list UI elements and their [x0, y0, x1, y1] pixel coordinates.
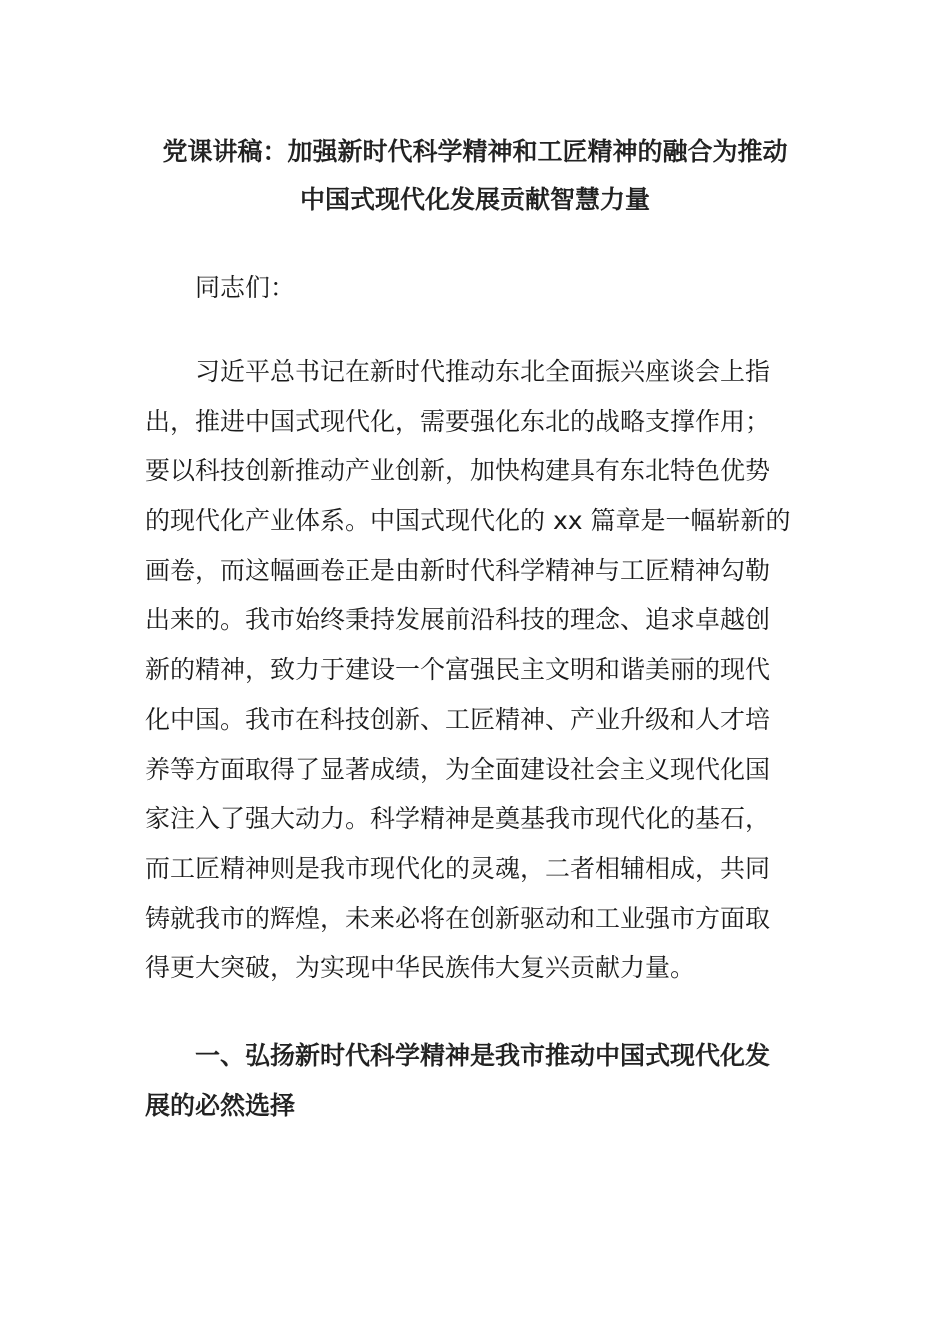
- document-title: [145, 128, 805, 224]
- paragraph-line: 而工匠精神则是我市现代化的灵魂，二者相辅相成，共同: [145, 853, 771, 883]
- heading-line: 一、弘扬新时代科学精神是我市推动中国式现代化发: [195, 1041, 771, 1070]
- paragraph-line: 画卷，而这幅画卷正是由新时代科学精神与工匠精神勾勒: [145, 555, 771, 585]
- paragraph-line: 养等方面取得了显著成绩，为全面建设社会主义现代化国: [145, 754, 771, 784]
- paragraph-line: 出来的。我市始终秉持发展前沿科技的理念、追求卓越创: [145, 605, 771, 635]
- paragraph-line: 新的精神，致力于建设一个富强民主文明和谐美丽的现代: [145, 655, 771, 685]
- title-line: 中国式现代化发展贡献智慧力量: [299, 185, 650, 214]
- paragraph-line: 化中国。我市在科技创新、工匠精神、产业升级和人才培: [145, 704, 771, 734]
- paragraph-line: 习近平总书记在新时代推动东北全面振兴座谈会上指: [195, 357, 771, 386]
- paragraph-line: 铸就我市的辉煌，未来必将在创新驱动和工业强市方面取: [145, 903, 771, 933]
- title-line: 党课讲稿：加强新时代科学精神和工匠精神的融合为推动: [162, 137, 788, 166]
- heading-line: 展的必然选择: [145, 1091, 296, 1120]
- paragraph-line: 家注入了强大动力。科学精神是奠基我市现代化的基石，: [145, 804, 771, 834]
- paragraph-line: 的现代化产业体系。中国式现代化的 xx 篇章是一幅崭新的: [145, 506, 791, 536]
- body-paragraph: [145, 352, 810, 998]
- paragraph-line: 出，推进中国式现代化，需要强化东北的战略支撑作用；: [145, 406, 771, 436]
- salutation: 同志们：: [195, 273, 296, 302]
- section-heading: [145, 1035, 810, 1135]
- paragraph-line: 得更大突破，为实现中华民族伟大复兴贡献力量。: [145, 953, 696, 983]
- paragraph-line: 要以科技创新推动产业创新，加快构建具有东北特色优势: [145, 456, 771, 486]
